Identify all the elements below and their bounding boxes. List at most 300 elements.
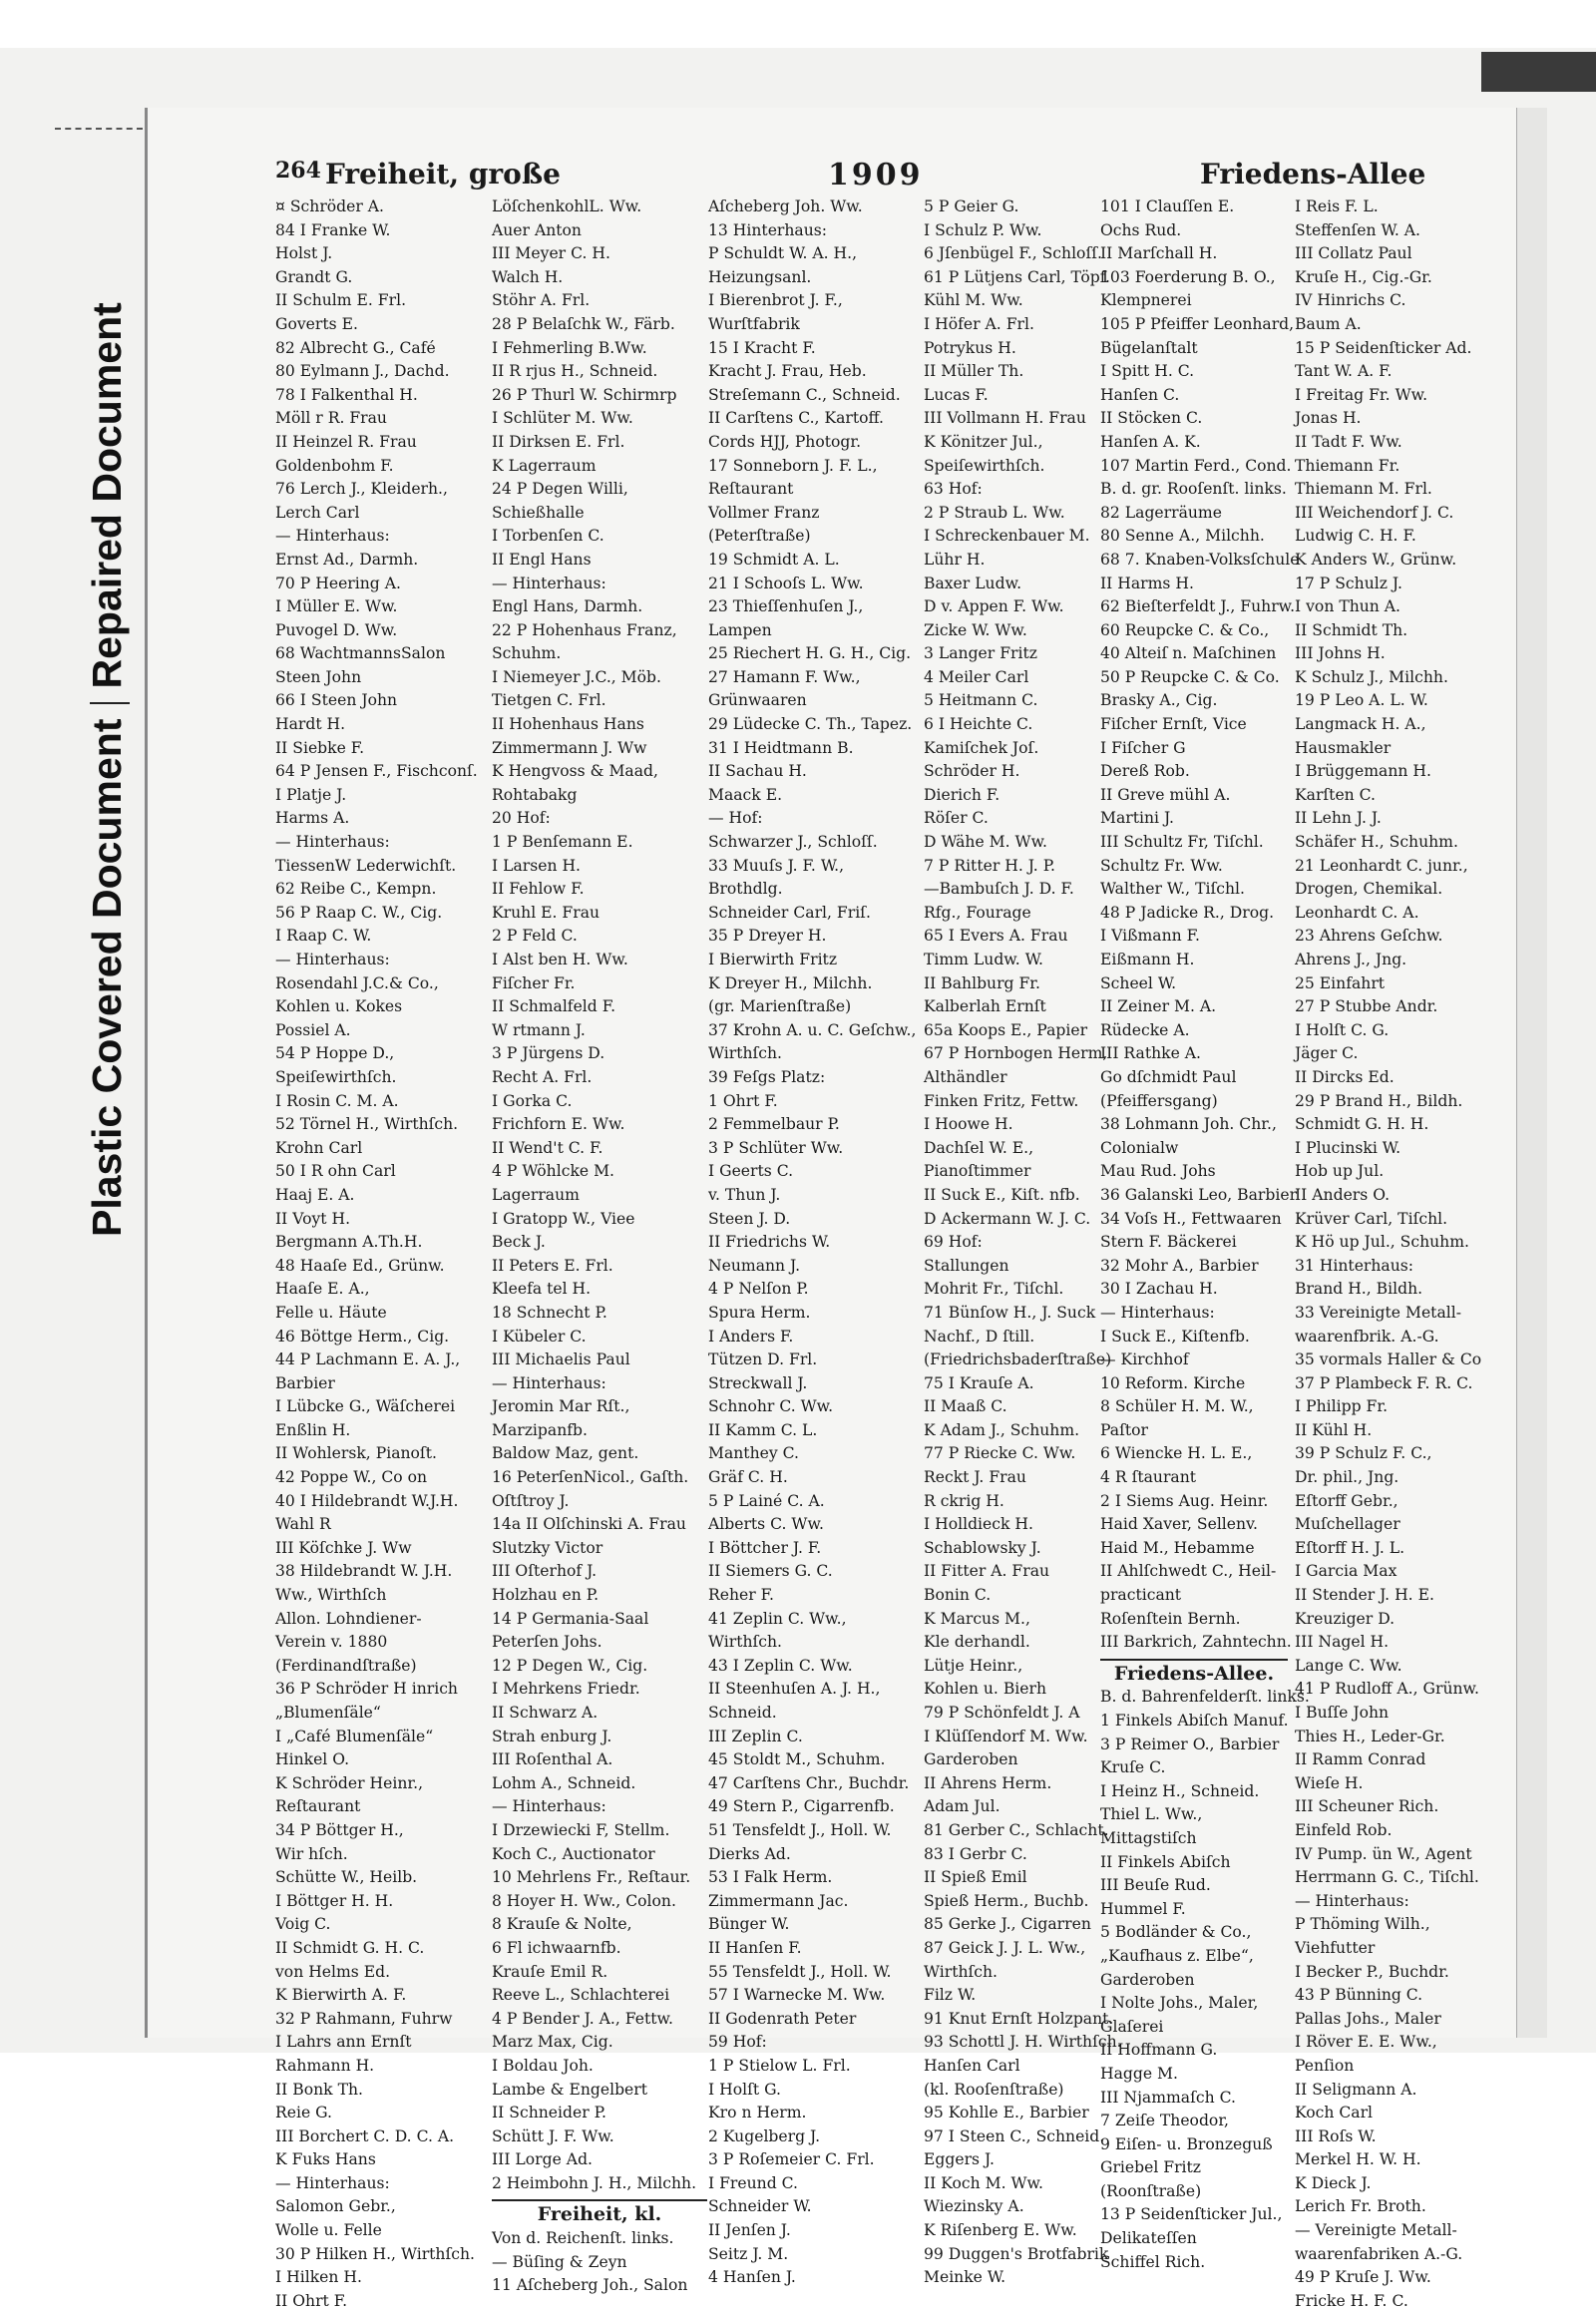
directory-entry: Rahmann H. (275, 2056, 375, 2075)
directory-entry: II Koch M. Ww. (924, 2173, 1043, 2192)
directory-entry: I Holldieck H. (924, 1515, 1033, 1534)
directory-entry: 15 P Seidenſticker Ad. (1295, 338, 1472, 357)
directory-entry: Kro n Herm. (708, 2104, 807, 2122)
directory-entry: Wieſe H. (1295, 1773, 1364, 1792)
directory-entry: Gräf C. H. (708, 1468, 788, 1487)
directory-entry: I Reis F. L. (1295, 197, 1379, 215)
directory-entry: Schmidt G. H. H. (1295, 1115, 1429, 1134)
directory-entry: 3 Langer Fritz (924, 644, 1037, 663)
directory-entry: 19 P Leo A. L. W. (1295, 691, 1428, 710)
side-label (84, 302, 131, 1237)
directory-entry: III Borchert C. D. C. A. (275, 2126, 455, 2145)
directory-entry: Alberts C. Ww. (708, 1515, 824, 1534)
directory-entry: Hagge M. (1100, 2064, 1178, 2083)
directory-entry: 3 P Reimer O., Barbier (1100, 1735, 1280, 1753)
directory-entry: 38 Lohmann Joh. Chr., (1100, 1115, 1277, 1134)
directory-entry: 87 Geick J. J. L. Ww., (924, 1938, 1086, 1957)
directory-entry: 23 Thieſſenhuſen J., (708, 597, 864, 616)
directory-entry: — Büſing & Zeyn (492, 2252, 627, 2271)
directory-entry: I Böttger H. H. (275, 1891, 394, 1910)
directory-entry: III Johns H. (1295, 644, 1386, 663)
directory-entry: 32 Mohr A., Barbier (1100, 1256, 1259, 1275)
directory-entry: II Zeiner M. A. (1100, 997, 1217, 1016)
directory-entry: 40 Alteiſ n. Maſchinen (1100, 644, 1277, 663)
directory-entry: R ckrig H. (924, 1491, 1004, 1510)
directory-entry: Goldenbohm F. (275, 456, 394, 475)
directory-entry: Zimmermann Jac. (708, 1891, 849, 1910)
directory-entry: Dereß Rob. (1100, 762, 1190, 781)
directory-entry: Eggers J. (924, 2150, 995, 2169)
directory-entry: I Bierwirth Fritz (708, 951, 838, 968)
directory-entry: Herrmann G. C., Tiſchl. (1295, 1868, 1479, 1887)
directory-entry: Hob up Jul. (1295, 1162, 1385, 1181)
directory-entry: 4 P Nelſon P. (708, 1280, 809, 1299)
directory-entry: 50 P Reupcke C. & Co. (1100, 667, 1280, 686)
directory-entry: 85 Gerke J., Cigarren (924, 1915, 1091, 1934)
directory-entry: Baum A. (1295, 314, 1362, 333)
directory-entry: 34 Voſs H., Fettwaaren (1100, 1209, 1282, 1228)
directory-entry: 4 Meiler Carl (924, 667, 1029, 686)
directory-entry: K Adam J., Schuhm. (924, 1420, 1080, 1439)
directory-entry: 2 Femmelbaur P. (708, 1115, 840, 1134)
directory-entry: — Vereinigte Metall- (1295, 2221, 1457, 2240)
next-page-edge (1516, 108, 1547, 2038)
directory-entry: I Fehmerling B.Ww. (492, 338, 647, 357)
directory-entry: Kohlen u. Kokes (275, 997, 403, 1016)
directory-entry: II Godenrath Peter (708, 2009, 857, 2028)
directory-entry: Mohrit Fr., Tiſchl. (924, 1280, 1064, 1299)
directory-entry: II Suck E., Kiſt. nfb. (924, 1185, 1080, 1204)
directory-entry: Hanſen C. (1100, 385, 1180, 404)
directory-entry: II Schmidt Th. (1295, 620, 1408, 639)
directory-entry: 5 Heitmann C. (924, 691, 1038, 710)
directory-entry: Vollmer Franz (708, 503, 820, 522)
directory-entry: 35 P Dreyer H. (708, 927, 827, 946)
directory-entry: II Ramm Conrad (1295, 1750, 1426, 1769)
directory-entry: Karſten C. (1295, 785, 1376, 804)
directory-entry: 37 Krohn A. u. C. Geſchw., (708, 1020, 917, 1039)
directory-entry: — Hinterhaus: (492, 574, 606, 592)
directory-entry: Schiffel Rich. (1100, 2252, 1206, 2271)
directory-entry: Haaj E. A. (275, 1185, 355, 1204)
directory-column-5 (1100, 195, 1310, 2274)
directory-entry: 1 P Stielow L. Frl. (708, 2056, 851, 2075)
directory-entry: Krauſe Emil R. (492, 1962, 608, 1981)
directory-entry: II Spieß Emil (924, 1868, 1027, 1887)
directory-entry: Jonas H. (1295, 409, 1362, 428)
directory-entry: practicant (1100, 1586, 1182, 1605)
directory-entry: Marzipanfb. (492, 1420, 588, 1439)
directory-entry: — Hinterhaus: (1295, 1891, 1409, 1910)
directory-entry: II Siemers G. C. (708, 1562, 833, 1581)
directory-entry: 8 Krauſe & Nolte, (492, 1915, 632, 1934)
directory-entry: (Roonſtraße) (1100, 2181, 1202, 2200)
directory-entry: I Buſſe John (1295, 1704, 1390, 1722)
directory-entry: Barbier (275, 1373, 335, 1392)
directory-entry: III Scheuner Rich. (1295, 1797, 1439, 1816)
directory-entry: I Torbenſen C. (492, 527, 604, 546)
directory-entry: Kohlen u. Bierh (924, 1680, 1047, 1699)
directory-entry: (Friedrichsbaderſtraße) (924, 1350, 1112, 1369)
directory-entry: Finken Fritz, Fettw. (924, 1091, 1079, 1110)
directory-entry: 15 I Kracht F. (708, 338, 816, 357)
directory-entry: I Philipp Fr. (1295, 1397, 1389, 1416)
directory-entry: Dachſel W. E., (924, 1138, 1034, 1157)
directory-entry: Zicke W. Ww. (924, 620, 1027, 639)
directory-entry: Tant W. A. F. (1295, 362, 1393, 381)
directory-entry: II Jenſen J. (708, 2221, 791, 2240)
directory-entry: 24 P Degen Willi, (492, 480, 628, 499)
directory-entry: II Harms H. (1100, 574, 1194, 592)
directory-entry: 33 Muuſs J. F. W., (708, 856, 845, 875)
directory-entry: II Heinzel R. Frau (275, 432, 417, 451)
directory-entry: „Blumenſäle“ (275, 1704, 381, 1722)
directory-entry: 43 P Bünning C. (1295, 1986, 1423, 2005)
directory-entry: Timm Ludw. W. (924, 951, 1043, 968)
directory-entry: Dierks Ad. (708, 1844, 791, 1863)
directory-entry: II Tadt F. Ww. (1295, 432, 1402, 451)
directory-entry: I Nolte Johs., Maler, (1100, 1994, 1259, 2013)
directory-entry: 60 Reupcke C. & Co., (1100, 620, 1270, 639)
directory-entry: 32 P Rahmann, Fuhrw (275, 2009, 453, 2028)
directory-entry: Schnohr C. Ww. (708, 1397, 834, 1416)
directory-entry: III Vollmann H. Frau (924, 409, 1086, 428)
directory-entry: K Marcus M., (924, 1609, 1030, 1628)
directory-entry: 48 P Jadicke R., Drog. (1100, 903, 1275, 922)
directory-entry: II Schmalfeld F. (492, 997, 616, 1016)
directory-entry: II R rjus H., Schneid. (492, 362, 658, 381)
directory-entry: Von d. Reichenſt. links. (492, 2229, 674, 2248)
directory-entry: Holst J. (275, 244, 333, 263)
directory-entry: II Ahlſchwedt C., Heil- (1100, 1562, 1277, 1581)
directory-entry: 83 I Gerbr C. (924, 1844, 1027, 1863)
directory-entry: II Greve mühl A. (1100, 785, 1231, 804)
directory-entry: — Hinterhaus: (492, 1797, 606, 1816)
directory-entry: Schablowsky J. (924, 1538, 1041, 1557)
directory-entry: II Friedrichs W. (708, 1233, 831, 1252)
directory-entry: I Schulz P. Ww. (924, 220, 1042, 239)
side-label-divider (90, 703, 130, 705)
directory-entry: Reckt J. Frau (924, 1468, 1026, 1487)
directory-entry: II Ohrt F. (275, 2291, 348, 2310)
directory-entry: 14a II Olſchinski A. Frau (492, 1515, 686, 1534)
directory-entry: (Pfeiffersgang) (1100, 1091, 1218, 1110)
directory-entry: Hummel F. (1100, 1899, 1186, 1918)
directory-entry: 1 Ohrt F. (708, 1091, 778, 1110)
directory-entry: Lampen (708, 620, 772, 639)
directory-entry: Allon. Lohndiener- (275, 1609, 422, 1628)
directory-entry: 67 P Hornbogen Herm, (924, 1044, 1108, 1063)
directory-entry: Jäger C. (1295, 1044, 1359, 1063)
directory-entry: 75 I Krauſe A. (924, 1373, 1034, 1392)
directory-entry: Möll r R. Frau (275, 409, 387, 428)
directory-entry: I Plucinski W. (1295, 1138, 1401, 1157)
directory-entry: Thiel L. Ww., (1100, 1805, 1203, 1824)
directory-entry: Felle u. Häute (275, 1303, 387, 1322)
directory-entry: Mau Rud. Johs (1100, 1162, 1216, 1181)
directory-entry: I Brüggemann H. (1295, 762, 1431, 781)
directory-entry: —Bambuſch J. D. F. (924, 880, 1074, 899)
directory-entry: Rüdecke A. (1100, 1020, 1190, 1039)
directory-entry: I Mehrkens Friedr. (492, 1680, 640, 1699)
directory-entry: Garderoben (924, 1750, 1018, 1769)
directory-entry: Voig C. (275, 1915, 331, 1934)
directory-entry: Bügelanſtalt (1100, 338, 1198, 357)
directory-entry: Brand H., Bildh. (1295, 1280, 1423, 1299)
directory-entry: Potrykus H. (924, 338, 1016, 357)
directory-entry: Marz Max, Cig. (492, 2033, 613, 2052)
directory-entry: Garderoben (1100, 1970, 1195, 1989)
directory-entry: „Kaufhaus z. Elbe“, (1100, 1946, 1254, 1965)
directory-entry: 17 P Schulz J. (1295, 574, 1402, 592)
directory-entry: III Nagel H. (1295, 1633, 1390, 1652)
directory-entry: K Schulz J., Milchh. (1295, 667, 1448, 686)
directory-entry: K Könitzer Jul., (924, 432, 1043, 451)
directory-entry: III Weichendorf J. C. (1295, 503, 1454, 522)
directory-entry: 13 Hinterhaus: (708, 220, 828, 239)
directory-entry: 70 P Heering A. (275, 574, 401, 592)
directory-entry: Go dſchmidt Paul (1100, 1067, 1237, 1086)
directory-entry: Schneider W. (708, 2197, 812, 2216)
directory-entry: Reeve L., Schlachterei (492, 1986, 670, 2005)
directory-entry: 46 Böttge Herm., Cig. (275, 1327, 450, 1346)
directory-entry: I Fiſcher G (1100, 738, 1186, 757)
directory-entry: I Rosin C. M. A. (275, 1091, 399, 1110)
directory-entry: 2 I Siems Aug. Heinr. (1100, 1491, 1269, 1510)
directory-entry: III Beuſe Rud. (1100, 1876, 1211, 1895)
directory-entry: Kreuziger D. (1295, 1609, 1396, 1628)
directory-entry: Koch Carl (1295, 2104, 1374, 2122)
directory-entry: Wirthſch. (708, 1044, 783, 1063)
directory-entry: 29 P Brand H., Bildh. (1295, 1091, 1463, 1110)
directory-entry: III Collatz Paul (1295, 244, 1412, 263)
directory-entry: 22 P Hohenhaus Franz, (492, 620, 677, 639)
directory-entry: Reſtaurant (708, 480, 794, 499)
right-street-title: Friedens-Allee (1200, 158, 1426, 191)
directory-entry: I Bierenbrot J. F., (708, 291, 843, 310)
directory-entry: Stern F. Bäckerei (1100, 1233, 1237, 1252)
directory-entry: Baxer Ludw. (924, 574, 1022, 592)
directory-entry: Eißmann H. (1100, 951, 1195, 968)
directory-column-4 (924, 195, 1122, 2290)
directory-entry: Wurſtfabrik (708, 314, 800, 333)
directory-entry: Haid Xaver, Sellenv. (1100, 1515, 1258, 1534)
directory-entry: Lerch Carl (275, 503, 360, 522)
directory-entry: Schneid. (708, 1704, 777, 1722)
directory-entry: Wirthſch. (924, 1962, 998, 1981)
directory-entry: II Ahrens Herm. (924, 1773, 1052, 1792)
directory-entry: II Dircks Ed. (1295, 1067, 1395, 1086)
directory-entry: I „Café Blumenſäle“ (275, 1727, 434, 1745)
directory-entry: II Finkels Abiſch (1100, 1852, 1231, 1871)
directory-entry: Kruſe H., Cig.-Gr. (1295, 267, 1432, 286)
directory-entry: 4 Hanſen J. (708, 2268, 796, 2287)
directory-entry: I Schlüter M. Ww. (492, 409, 633, 428)
directory-entry: Harms A. (275, 809, 350, 828)
directory-entry: (gr. Marienſtraße) (708, 997, 852, 1016)
directory-entry: Einfeld Rob. (1295, 1820, 1393, 1839)
directory-entry: 69 Hof: (924, 1233, 983, 1252)
directory-entry: Neumann J. (708, 1256, 801, 1275)
directory-entry: I Vißmann F. (1100, 927, 1200, 946)
directory-entry: 56 P Raap C. W., Cig. (275, 903, 443, 922)
directory-entry: 3 P Jürgens D. (492, 1044, 605, 1063)
directory-entry: 1 P Benſemann E. (492, 833, 633, 852)
directory-entry: II Siebke F. (275, 738, 365, 757)
directory-entry: 77 P Riecke C. Ww. (924, 1444, 1076, 1463)
directory-entry: 82 Lagerräume (1100, 503, 1222, 522)
directory-entry: II Maaß C. (924, 1397, 1007, 1416)
directory-entry: I Hoowe H. (924, 1115, 1013, 1134)
directory-entry: (Peterſtraße) (708, 527, 811, 546)
directory-column-3 (708, 195, 924, 2290)
directory-entry: I Geerts C. (708, 1162, 794, 1181)
directory-entry: 57 I Warnecke M. Ww. (708, 1986, 886, 2005)
directory-entry: Engl Hans, Darmh. (492, 597, 643, 616)
directory-entry: 93 Schottl J. H. Wirthſch. (924, 2033, 1122, 2052)
directory-entry: II Schulm E. Frl. (275, 291, 407, 310)
directory-entry: II Marſchall H. (1100, 244, 1218, 263)
directory-entry: I Larsen H. (492, 856, 582, 875)
directory-entry: Rosendahl J.C.& Co., (275, 973, 439, 992)
directory-entry: 19 Schmidt A. L. (708, 550, 840, 569)
directory-entry: 65a Koops E., Papier (924, 1020, 1088, 1039)
directory-entry: Kruhl E. Frau (492, 903, 600, 922)
directory-entry: I Holſt C. G. (1295, 1020, 1390, 1039)
directory-entry: II Wohlersk, Pianoſt. (275, 1444, 437, 1463)
directory-entry: Pallas Johs., Maler (1295, 2009, 1441, 2028)
directory-entry: 16 PeterſenNicol., Gaſth. (492, 1468, 689, 1487)
directory-entry: Lucas F. (924, 385, 989, 404)
directory-entry: Langmack H. A., (1295, 715, 1426, 734)
directory-entry: 10 Mehrlens Fr., Reſtaur. (492, 1868, 691, 1887)
directory-entry: IV Pump. ün W., Agent (1295, 1844, 1472, 1863)
directory-entry: I Platje J. (275, 785, 347, 804)
directory-entry: Adam Jul. (924, 1797, 1000, 1816)
directory-entry: II Seligmann A. (1295, 2080, 1417, 2099)
directory-entry: 4 P Wöhlcke M. (492, 1162, 615, 1181)
directory-entry: 3 P Roſemeier C. Frl. (708, 2150, 875, 2169)
directory-entry: 30 I Zachau H. (1100, 1280, 1218, 1299)
directory-entry: Wiezinsky A. (924, 2197, 1024, 2216)
directory-entry: I Heinz H., Schneid. (1100, 1781, 1260, 1800)
directory-entry: Reher F. (708, 1586, 774, 1605)
directory-entry: 26 P Thurl W. Schirmrp (492, 385, 677, 404)
directory-entry: 68 WachtmannsSalon (275, 644, 446, 663)
directory-entry: 61 P Lütjens Carl, Töpf. (924, 267, 1110, 286)
directory-entry: Mittagstiſch (1100, 1828, 1197, 1847)
directory-entry: Roſenſtein Bernh. (1100, 1609, 1241, 1628)
directory-entry: Wolle u. Felle (275, 2221, 382, 2240)
directory-entry: 8 Schüler H. M. W., (1100, 1397, 1254, 1416)
directory-entry: Wir hſch. (275, 1844, 348, 1863)
directory-entry: 2 P Feld C. (492, 927, 578, 946)
directory-entry: Baldow Maz, gent. (492, 1444, 639, 1463)
directory-entry: 27 Hamann F. Ww., (708, 667, 861, 686)
directory-entry: 78 I Falkenthal H. (275, 385, 418, 404)
directory-entry: Ernst Ad., Darmh. (275, 550, 419, 569)
directory-entry: I Spitt H. C. (1100, 362, 1195, 381)
directory-entry: I Freitag Fr. Ww. (1295, 385, 1428, 404)
directory-entry: 47 Carſtens Chr., Buchdr. (708, 1773, 910, 1792)
directory-entry: 13 P Seidenſticker Jul., (1100, 2205, 1283, 2224)
directory-entry: I Anders F. (708, 1327, 794, 1346)
directory-entry: 2 P Straub L. Ww. (924, 503, 1065, 522)
directory-entry: K Hö up Jul., Schuhm. (1295, 1233, 1469, 1252)
directory-entry: Krüver Carl, Tiſchl. (1295, 1209, 1448, 1228)
directory-entry: III Lorge Ad. (492, 2150, 594, 2169)
directory-entry: Schneider Carl, Friſ. (708, 903, 871, 922)
directory-entry: III Meyer C. H. (492, 244, 610, 263)
directory-entry: 4 R ſtaurant (1100, 1468, 1197, 1487)
directory-entry: Goverts E. (275, 314, 358, 333)
directory-entry: 97 I Steen C., Schneid. (924, 2126, 1105, 2145)
directory-entry: Spura Herm. (708, 1303, 811, 1322)
directory-entry: Seitz J. M. (708, 2244, 789, 2263)
directory-entry: II Kühl H. (1295, 1420, 1373, 1439)
directory-entry: waarenfabriken A.-G. (1295, 2244, 1463, 2263)
directory-entry: Manthey C. (708, 1444, 799, 1463)
directory-entry: III Roſs W. (1295, 2126, 1377, 2145)
directory-entry: Spieß Herm., Buchb. (924, 1891, 1089, 1910)
directory-entry: II Kamm C. L. (708, 1420, 818, 1439)
directory-entry: 39 Feſgs Platz: (708, 1067, 826, 1086)
directory-entry: Speiſewirthſch. (275, 1067, 397, 1086)
directory-entry: 31 I Heidtmann B. (708, 738, 854, 757)
directory-entry: II Stender J. H. E. (1295, 1586, 1434, 1605)
directory-entry: K Schröder Heinr., (275, 1773, 424, 1792)
directory-entry: Nachf., D ſtill. (924, 1327, 1035, 1346)
directory-entry: 11 Aſcheberg Joh., Salon (492, 2276, 688, 2295)
directory-entry: Holzhau en P. (492, 1586, 599, 1605)
directory-entry: Merkel H. W. H. (1295, 2150, 1421, 2169)
directory-entry: II Bahlburg Fr. (924, 973, 1040, 992)
directory-entry: 44 P Lachmann E. A. J., (275, 1350, 461, 1369)
directory-entry: 43 I Zeplin C. Ww. (708, 1656, 853, 1675)
directory-entry: Dr. phil., Jng. (1295, 1468, 1399, 1487)
directory-entry: Haid M., Hebamme (1100, 1538, 1255, 1557)
directory-entry: Steen J. D. (708, 1209, 791, 1228)
directory-entry: von Helms Ed. (275, 1962, 391, 1981)
directory-entry: 101 I Clauſſen E. (1100, 197, 1235, 215)
directory-entry: 2 Heimbohn J. H., Milchh. (492, 2173, 697, 2192)
directory-entry: Koch C., Auctionator (492, 1844, 655, 1863)
directory-entry: I Boldau Joh. (492, 2056, 594, 2075)
directory-entry: 71 Bünſow H., J. Suck (924, 1303, 1096, 1322)
directory-entry: Lütje Heinr., (924, 1656, 1023, 1675)
directory-entry: — Hinterhaus: (275, 833, 390, 852)
directory-entry: I Suck E., Kiſtenfb. (1100, 1327, 1250, 1346)
directory-entry: Fricke H. F. C. (1295, 2291, 1408, 2310)
directory-entry: Colonialw (1100, 1138, 1179, 1157)
directory-entry: TiessenW Lederwichſt. (275, 856, 457, 875)
directory-entry: Aſcheberg Joh. Ww. (708, 197, 863, 215)
directory-entry: 63 Hof: (924, 480, 983, 499)
directory-entry: Scheel W. (1100, 973, 1177, 992)
directory-entry: (kl. Rooſenſtraße) (924, 2080, 1064, 2099)
directory-entry: Stallungen (924, 1256, 1009, 1275)
directory-entry: 27 P Stubbe Andr. (1295, 997, 1438, 1016)
directory-entry: I Freund C. (708, 2173, 798, 2192)
directory-entry: Schütte W., Heilb. (275, 1868, 418, 1887)
directory-entry: Schütt J. F. Ww. (492, 2126, 614, 2145)
directory-entry: Kleefa tel H. (492, 1280, 592, 1299)
directory-entry: III Rathke A. (1100, 1044, 1201, 1063)
directory-entry: K Dreyer H., Milchh. (708, 973, 873, 992)
directory-entry: Brasky A., Cig. (1100, 691, 1218, 710)
directory-entry: Penſion (1295, 2056, 1355, 2075)
directory-entry: Tietgen C. Frl. (492, 691, 606, 710)
